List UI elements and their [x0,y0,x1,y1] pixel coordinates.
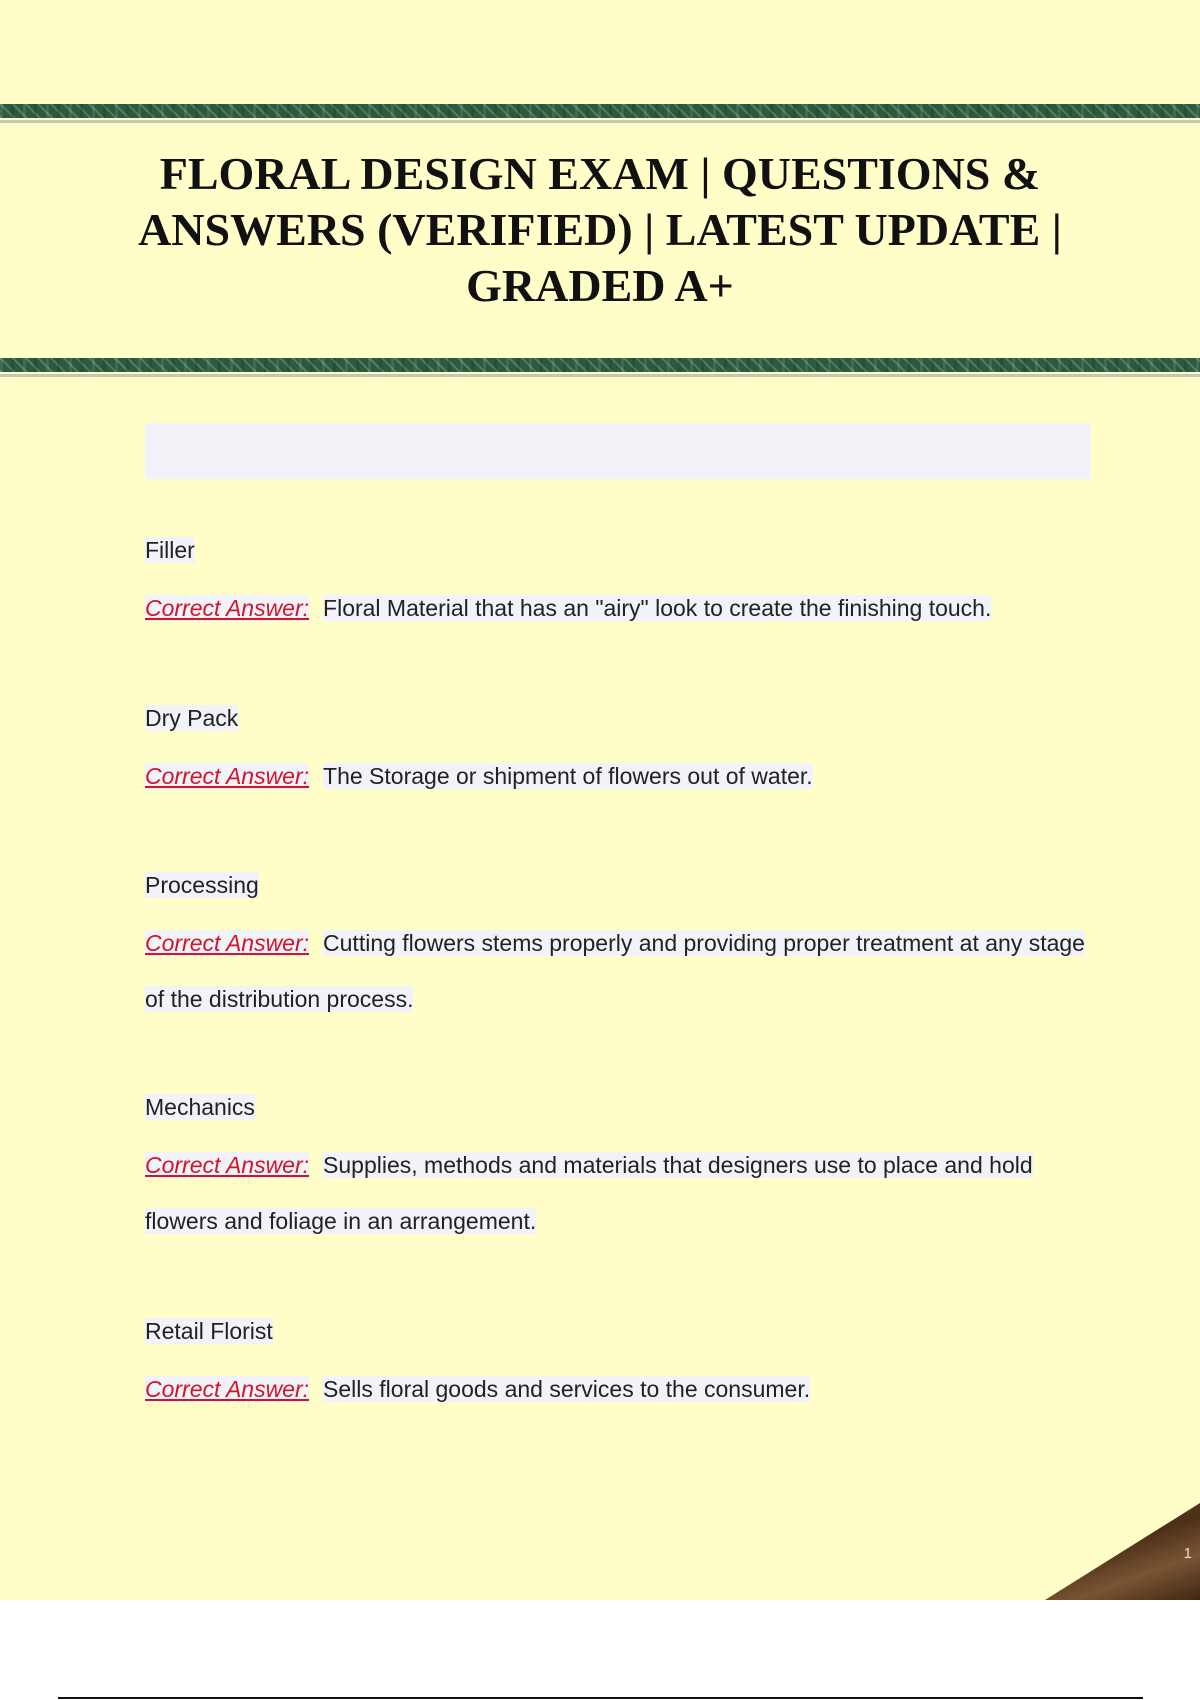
question-term: Dry Pack [145,705,239,731]
correct-answer-label: Correct Answer: [145,1376,310,1402]
answer-paragraph [145,915,1095,1027]
question-term: Mechanics [145,1094,255,1120]
page-corner-decoration [1045,1503,1200,1600]
top-band-rule [0,120,1200,123]
qa-item [145,703,1095,804]
answer-paragraph [145,1361,1095,1417]
footer-rule [58,1697,1143,1699]
bottom-band-rule [0,374,1200,377]
page-number: 1 [1183,1545,1192,1562]
bottom-decorative-band [0,358,1200,372]
answer-text: Supplies, methods and materials that designers use to place and hold flowers and foliage in an arrangement. [145,1152,1033,1234]
answer-text: Floral Material that has an "airy" look to create the finishing touch. [323,595,992,621]
correct-answer-label: Correct Answer: [145,1152,310,1178]
correct-answer-label: Correct Answer: [145,595,310,621]
blank-highlight-box [145,423,1091,479]
question-term: Filler [145,537,195,563]
question-text [145,1092,1095,1122]
qa-item [145,1316,1095,1417]
qa-item [145,870,1095,1027]
question-text [145,703,1095,733]
question-text [145,870,1095,900]
answer-text: Sells floral goods and services to the consumer. [323,1376,811,1402]
question-term: Processing [145,872,259,898]
qa-item [145,1092,1095,1249]
question-text [145,535,1095,565]
qa-item [145,535,1095,636]
correct-answer-label: Correct Answer: [145,930,310,956]
top-decorative-band [0,104,1200,118]
answer-text: The Storage or shipment of flowers out of water. [323,763,813,789]
answer-paragraph [145,748,1095,804]
answer-paragraph [145,1137,1095,1249]
question-text [145,1316,1095,1346]
question-term: Retail Florist [145,1318,273,1344]
document-title: FLORAL DESIGN EXAM | QUESTIONS & ANSWERS (VERIFIED) | LATEST UPDATE | GRADED A+ [138,148,1062,311]
answer-paragraph [145,580,1095,636]
answer-text: Cutting flowers stems properly and providing proper treatment at any stage of the distribution process. [145,930,1085,1012]
correct-answer-label: Correct Answer: [145,763,310,789]
